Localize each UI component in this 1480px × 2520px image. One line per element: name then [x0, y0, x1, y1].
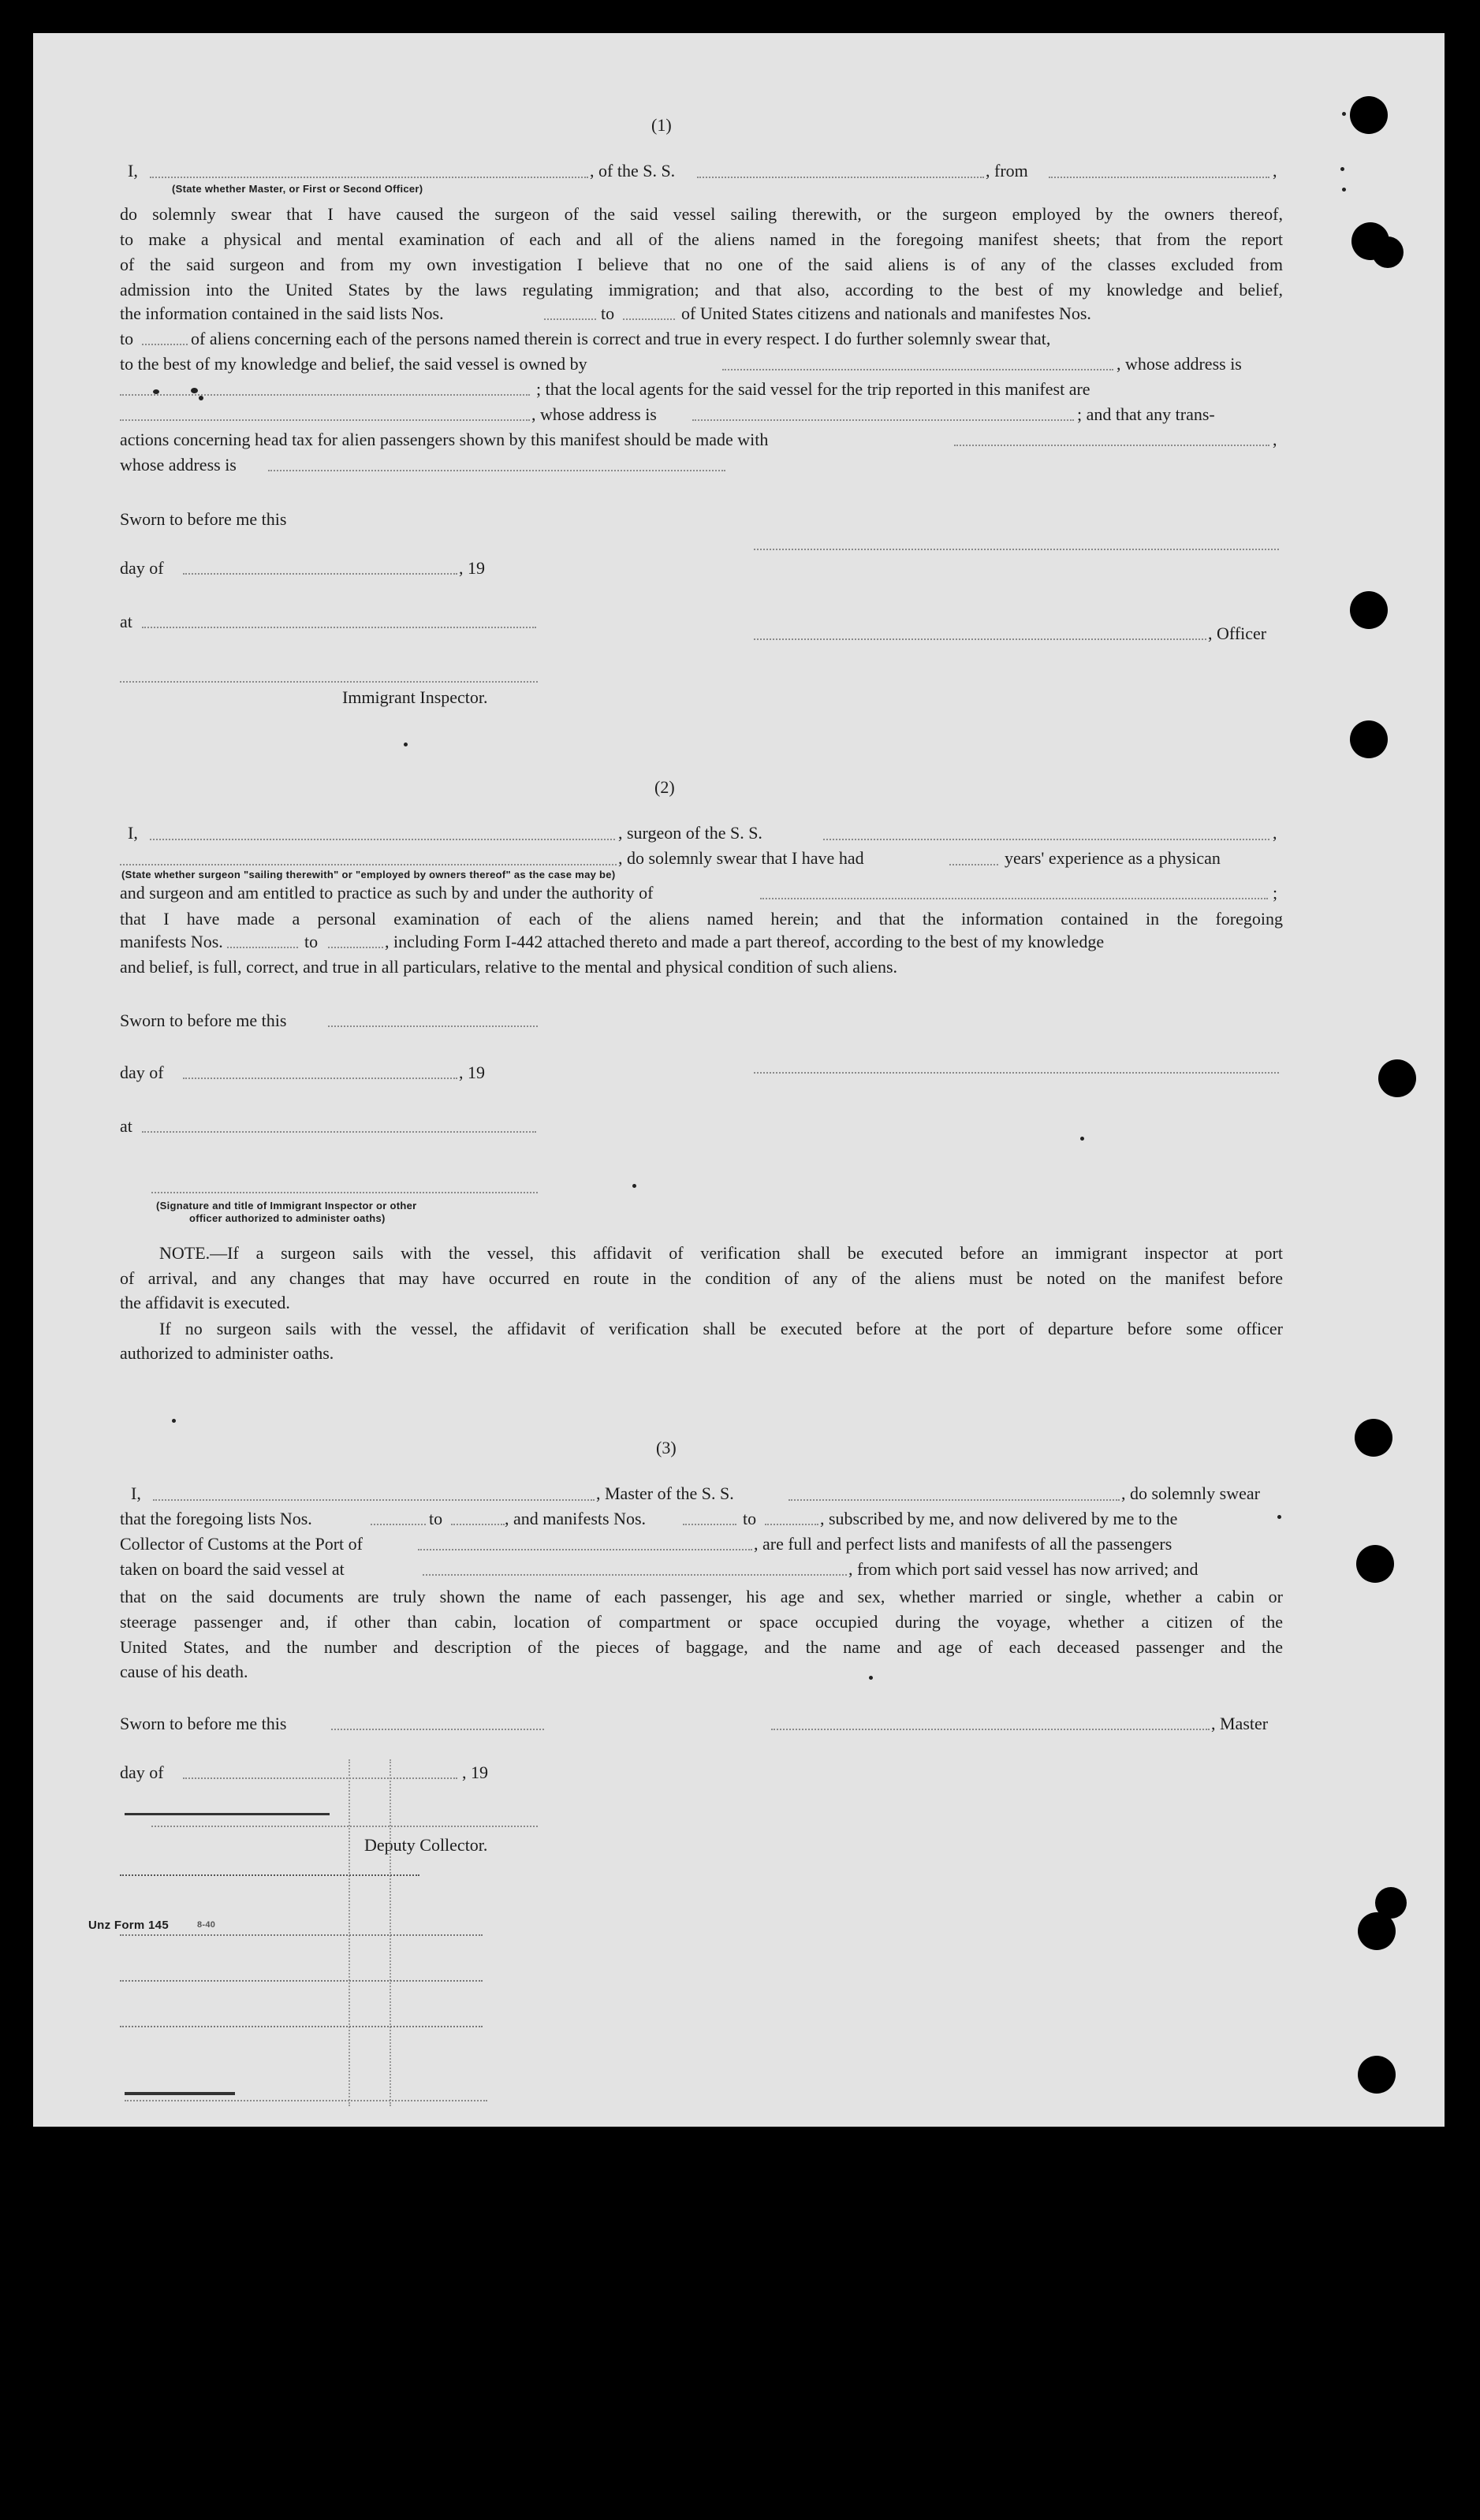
- ink-speck: [1277, 1515, 1281, 1519]
- s3-manifests-to-label: to: [743, 1509, 757, 1528]
- s3-swear-text: , do solemnly swear: [1121, 1483, 1260, 1503]
- s1-at-label: at: [120, 612, 132, 631]
- s2-manifests-text: , including Form I-442 attached thereto and made a part thereof, according to the best of my knowledge: [385, 932, 1105, 951]
- s1-agents-field[interactable]: [120, 419, 530, 421]
- s3-lists-from-field[interactable]: [371, 1524, 426, 1525]
- s1-transactions-text: ; and that any trans-: [1077, 404, 1215, 424]
- s2-sailing-field[interactable]: [120, 864, 617, 865]
- s2-at-label: at: [120, 1116, 132, 1136]
- ink-rule: [120, 1980, 483, 1982]
- s1-ss-label: , of the S. S.: [590, 161, 676, 181]
- punch-hole: [1358, 1912, 1396, 1950]
- s1-agents-text: ; that the local agents for the said vessel for the trip reported in this manifest are: [536, 379, 1090, 399]
- ink-rule: [120, 1934, 483, 1936]
- s2-day-field[interactable]: [183, 1078, 457, 1079]
- s2-year-label: , 19: [459, 1063, 485, 1082]
- s1-officer-sig-field[interactable]: [754, 638, 1206, 640]
- s2-years-text: years' experience as a physican: [1005, 848, 1221, 868]
- s3-collector-text: Collector of Customs at the Port of: [120, 1534, 363, 1554]
- rule-mark: [349, 1759, 350, 2106]
- s3-master-sig-field[interactable]: [771, 1729, 1210, 1730]
- s3-taken-port-field[interactable]: [423, 1574, 847, 1576]
- s3-subscribed-text: , subscribed by me, and now delivered by me to the: [820, 1509, 1178, 1528]
- s1-owner-address-label: , whose address is: [1117, 354, 1242, 374]
- s3-para-line: that on the said documents are truly shown the name of each passenger, his age and sex, whether married or single, whether a cabin or: [120, 1587, 1283, 1606]
- s3-master-label: , Master of the S. S.: [596, 1483, 734, 1503]
- ink-rule: [120, 2026, 483, 2027]
- s2-para-line: that I have made a personal examination of each of the aliens named herein; and that the information contained in the foregoing: [120, 909, 1283, 929]
- s2-authority-text: and surgeon and am entitled to practice as such by and under the authority of: [120, 883, 654, 903]
- s1-signature-line[interactable]: [754, 549, 1279, 550]
- s1-owner-field[interactable]: [722, 369, 1113, 370]
- s3-port-field[interactable]: [418, 1549, 752, 1550]
- s1-lists-to-field[interactable]: [623, 318, 675, 320]
- ink-rule: [125, 1813, 330, 1815]
- s3-sworn-field[interactable]: [331, 1729, 544, 1730]
- s2-surgeon-label: , surgeon of the S. S.: [618, 823, 762, 843]
- s2-manifests-to-label: to: [304, 932, 319, 951]
- s1-head-tax-text: actions concerning head tax for alien passengers shown by this manifest should be made with: [120, 430, 769, 449]
- s2-note-line: of arrival, and any changes that may have occurred en route in the condition of any of the aliens must be noted on the manifest before: [120, 1268, 1283, 1288]
- punch-hole: [1372, 236, 1404, 268]
- s3-sworn-label: Sworn to before me this: [120, 1714, 287, 1733]
- s1-officer-name-field[interactable]: [150, 177, 588, 178]
- ink-speck: [404, 743, 408, 746]
- s2-i-label: I,: [128, 823, 138, 843]
- s3-collector-sig-field[interactable]: [151, 1826, 538, 1827]
- s3-lists-text: that the foregoing lists Nos.: [120, 1509, 312, 1528]
- s1-inspector-label: Immigrant Inspector.: [342, 687, 488, 707]
- s3-master-sig-label: , Master: [1211, 1714, 1269, 1733]
- s3-taken-text: taken on board the said vessel at: [120, 1559, 345, 1579]
- s1-whose-label: whose address is: [120, 455, 237, 475]
- s3-full-text: , are full and perfect lists and manifests of all the passengers: [754, 1534, 1172, 1554]
- s1-owner-address-field[interactable]: [120, 394, 530, 396]
- s1-head-tax-comma: ,: [1273, 430, 1277, 449]
- s1-owned-label: to the best of my knowledge and belief, the said vessel is owned by: [120, 354, 587, 374]
- s1-inspector-sig-field[interactable]: [120, 681, 538, 683]
- punch-hole: [1355, 1419, 1392, 1457]
- s1-para-line: admission into the United States by the laws regulating immigration; and that also, according to the best of my knowledge and belief,: [120, 280, 1283, 300]
- s1-lists-to-label: to: [601, 303, 615, 323]
- ink-speck: [1342, 112, 1346, 116]
- ink-speck: [869, 1676, 873, 1680]
- s2-sig-note: officer authorized to administer oaths): [189, 1212, 386, 1224]
- s1-para-line: do solemnly swear that I have caused the surgeon of the said vessel sailing therewith, or the surgeon employed by the owners thereof,: [120, 204, 1283, 224]
- s3-manifests-label: , and manifests Nos.: [505, 1509, 647, 1528]
- s2-note2-end: authorized to administer oaths.: [120, 1343, 334, 1363]
- s3-vessel-field[interactable]: [788, 1499, 1120, 1501]
- s1-year-label: , 19: [459, 558, 485, 578]
- rule-mark: [390, 1759, 391, 2106]
- ink-speck: [632, 1184, 636, 1188]
- s3-master-name-field[interactable]: [153, 1499, 595, 1501]
- s3-collector-label: Deputy Collector.: [364, 1835, 488, 1855]
- punch-hole: [1350, 96, 1388, 134]
- s1-to-field[interactable]: [142, 344, 188, 345]
- s1-day-label: day of: [120, 558, 164, 578]
- section-3-number: (3): [656, 1438, 677, 1457]
- s1-officer-label: , Officer: [1208, 623, 1267, 643]
- s2-day-label: day of: [120, 1063, 164, 1082]
- s2-signature-line[interactable]: [754, 1072, 1279, 1074]
- s2-note2-line: If no surgeon sails with the vessel, the affidavit of verification shall be executed before at the port of departure before some officer: [159, 1319, 1283, 1338]
- s2-authority-end: ;: [1273, 883, 1278, 903]
- punch-hole: [1350, 720, 1388, 758]
- s3-i-label: I,: [131, 1483, 141, 1503]
- ink-speck: [1342, 188, 1346, 192]
- s1-aliens-text: of aliens concerning each of the persons named therein is correct and true in every respect. I do further solemnly swear that,: [191, 329, 1051, 348]
- s3-para-end: cause of his death.: [120, 1662, 248, 1681]
- form-date: 8-40: [197, 1920, 216, 1930]
- s1-lists-suffix: of United States citizens and nationals and manifestes Nos.: [681, 303, 1091, 323]
- ink-rule: [125, 2100, 487, 2101]
- s1-day-field[interactable]: [183, 573, 457, 575]
- s2-sworn-label: Sworn to before me this: [120, 1011, 287, 1030]
- form-number: Unz Form 145: [88, 1919, 169, 1932]
- s1-agents-address-label: , whose address is: [531, 404, 657, 424]
- manifest-affidavit-sheet: [33, 33, 1445, 2127]
- s1-officer-note: (State whether Master, or First or Second Officer): [172, 183, 423, 195]
- s3-day-field[interactable]: [183, 1777, 457, 1779]
- s3-year-label: , 19: [462, 1763, 488, 1782]
- s3-lists-to-label: to: [429, 1509, 443, 1528]
- s3-para-line: steerage passenger and, if other than cabin, location of compartment or space occupied during the voyage, whether a citizen of the: [120, 1612, 1283, 1632]
- s3-para-line: United States, and the number and description of the pieces of baggage, and the name and age of each deceased passenger and the: [120, 1637, 1283, 1657]
- s3-lists-to-field[interactable]: [451, 1524, 505, 1525]
- s1-lists-label: the information contained in the said lists Nos.: [120, 303, 444, 323]
- s1-lists-from-field[interactable]: [544, 318, 596, 320]
- punch-hole: [1358, 2056, 1396, 2094]
- punch-hole: [1356, 1545, 1394, 1583]
- s1-from-label: , from: [986, 161, 1028, 181]
- ink-rule: [120, 1874, 419, 1876]
- ink-speck: [1080, 1137, 1084, 1141]
- s1-para-line: of the said surgeon and from my own investigation I believe that no one of the said aliens is of any of the classes excluded from: [120, 255, 1283, 274]
- s2-at-field[interactable]: [142, 1131, 536, 1133]
- s3-arrived-text: , from which port said vessel has now arrived; and: [848, 1559, 1199, 1579]
- s3-manifests-to-field[interactable]: [765, 1524, 818, 1525]
- s2-manifests-to-field[interactable]: [328, 947, 383, 948]
- s1-from-port-field[interactable]: [1049, 177, 1269, 178]
- s2-note-line: NOTE.—If a surgeon sails with the vessel, this affidavit of verification shall be executed before an immigrant inspector at port: [159, 1243, 1283, 1263]
- punch-hole: [1378, 1059, 1416, 1097]
- s1-to-label: to: [120, 329, 134, 348]
- s1-whose-field[interactable]: [268, 470, 725, 471]
- s2-vessel-field[interactable]: [823, 839, 1269, 840]
- s1-sworn-label: Sworn to before me this: [120, 509, 287, 529]
- punch-hole: [1350, 591, 1388, 629]
- s1-head-tax-field[interactable]: [954, 445, 1269, 446]
- s1-trailing-comma: ,: [1273, 161, 1277, 181]
- ink-speck: [1340, 167, 1344, 171]
- s2-inspector-sig-field[interactable]: [151, 1192, 538, 1193]
- s2-sworn-field[interactable]: [328, 1025, 538, 1027]
- ink-rule: [125, 2092, 235, 2095]
- s3-day-label: day of: [120, 1763, 164, 1782]
- ink-speck: [172, 1419, 176, 1423]
- section-2-number: (2): [654, 777, 675, 797]
- s2-manifests-from-field[interactable]: [227, 947, 298, 948]
- s3-manifests-from-field[interactable]: [683, 1524, 736, 1525]
- s2-surgeon-note: (State whether surgeon "sailing therewith" or "employed by owners thereof" as the case may be): [121, 869, 616, 880]
- s2-manifests-label: manifests Nos.: [120, 932, 223, 951]
- s2-years-field[interactable]: [949, 864, 998, 865]
- s2-sig-note: (Signature and title of Immigrant Inspector or other: [156, 1200, 417, 1212]
- s1-agents-address-field[interactable]: [692, 419, 1074, 421]
- s1-para-line: to make a physical and mental examination of each and all of the aliens named in the foregoing manifest sheets; that from the report: [120, 229, 1283, 249]
- s1-i-label: I,: [128, 161, 138, 181]
- s1-vessel-name-field[interactable]: [697, 177, 984, 178]
- section-1-number: (1): [651, 115, 672, 135]
- ink-speck: [199, 396, 203, 400]
- s2-comma: ,: [1273, 823, 1277, 843]
- s2-authority-field[interactable]: [760, 898, 1268, 899]
- s2-swear-text: , do solemnly swear that I have had: [618, 848, 864, 868]
- s2-belief-text: and belief, is full, correct, and true in all particulars, relative to the mental and physical condition of such aliens.: [120, 957, 898, 977]
- s2-surgeon-name-field[interactable]: [150, 839, 615, 840]
- s1-at-field[interactable]: [142, 627, 536, 628]
- ink-speck: [191, 388, 198, 393]
- s2-note-end: the affidavit is executed.: [120, 1293, 290, 1312]
